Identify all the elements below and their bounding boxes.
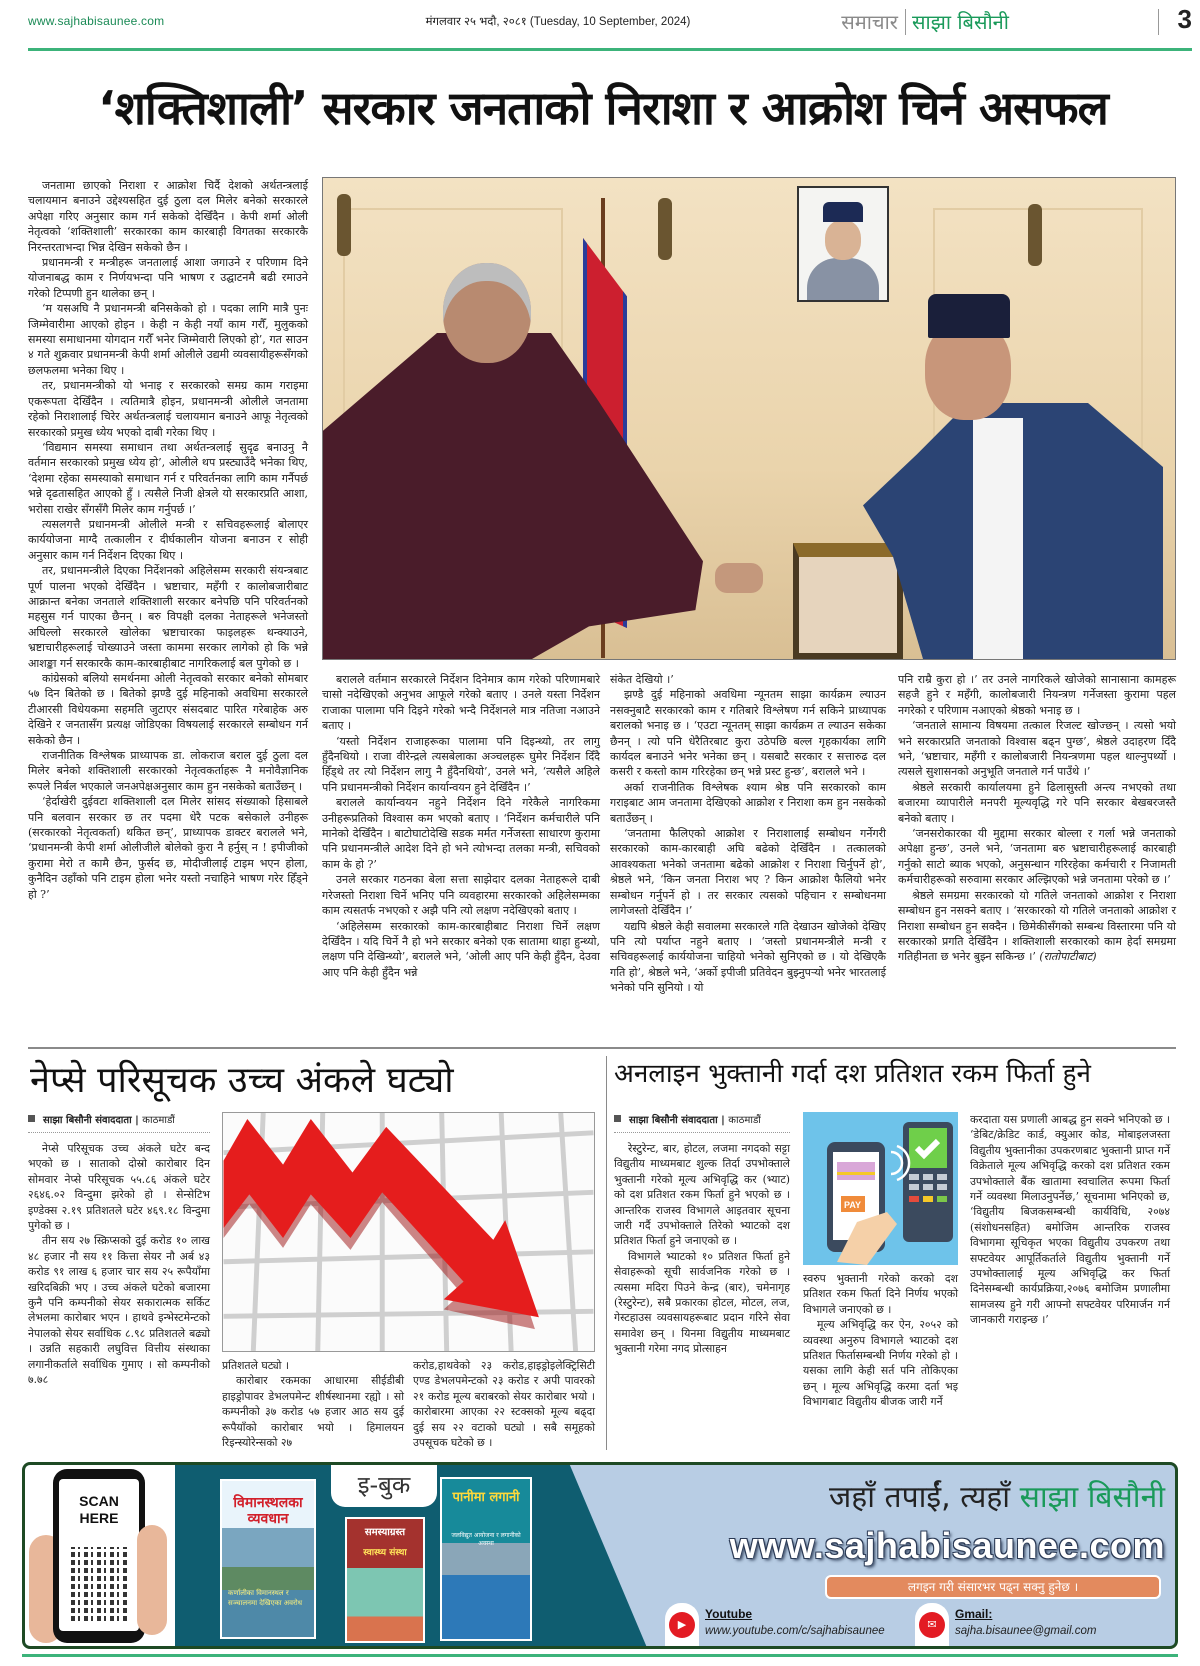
byline-location: काठमाडौं (142, 1115, 175, 1126)
paragraph: बराललेे वर्तमान सरकारले निर्देशन दिनेमात्र काम गरेको परिणामबारे चासो नदेखिएको अनुभव आफूले गरेको बताए । उनले यस्ता निर्देशन राजाका पालामा पनि दिइने गरेको भन्दै निर्देशनले मात्र नतिजा नआउने बताए । (322, 673, 600, 733)
nepse-column-3 (413, 1358, 595, 1450)
wall-lamp (658, 198, 672, 260)
hand (137, 1525, 167, 1635)
payment-headline: अनलाइन भुक्तानी गर्दा दश प्रतिशत रकम फिर्ता हुने (614, 1059, 1091, 1089)
paragraph: करदाता यस प्रणाली आबद्ध हुन सक्ने भनिएको छ । ‘डेबिट/क्रेडिट कार्ड, क्युआर कोड, मोबाइलजस्ता विद्युतीय भुक्तानीका उपकरणबाट भुक्तानी प्राप्त गर्ने विक्रेताले मूल्य अभिवृद्धि करको दश प्रतिशत रकम उपभोक्ताले बैंक खातामा स्वचालित रूपमा फिर्ता गर्ने व्यवस्था मिलाउनुपर्नेछ,’ सूचनामा भनिएको छ, ‘विद्युतीय बिजकसम्बन्धी कार्यविधि, २०७४ (संशोधनसहित) बमोजिम आन्तरिक राजस्व विभागमा सूचिकृत भएका विद्युतीय उपकरण तथा सफ्टवेयर आपूर्तिकर्ताले विद्युतीय भुक्तानी गर्ने उपभोक्तालाई मूल्य अभिवृद्धि कर फिर्ता दिनेसम्बन्धी कार्यप्रक्रिया,२०७६ बमोजिम प्रणालीमा सामजस्य हुने गरी आफ्नो सफ्टवेयर परिमार्जन गर्न जानकारी गराइन्छ ।’ (970, 1113, 1170, 1327)
paragraph: करोड,हाथवेको २३ करोड,हाइड्रोइलेक्ट्रिसिटी एण्ड डेभलपमेन्टको २३ करोड र अपी पावरको २१ करोड मूल्य बराबरको सेयर कारोबार भयो । कारोबारमा आएका २२ स्टक्सको मूल्य बढ्दा दुई सय २२ वटाको घट्यो । सबै समूहको उपसूचक घटेको छ । (413, 1359, 595, 1450)
ebook-subtitle: स्वास्थ्य संस्था (363, 1548, 407, 1558)
slogan (625, 1475, 1165, 1516)
mail-icon: ✉ (919, 1612, 945, 1638)
paragraph: संकेत देखियो ।’ (610, 673, 674, 686)
ebook-title: समस्याग्रस्त (364, 1527, 406, 1538)
paragraph: प्रधानमन्त्री र मन्त्रीहरू जनतालाई आशा जगाउने र परिणाम दिने योजनाबद्ध काम र निर्णयभन्दा पनि भाषण र उद्घाटनमै बढी रमाउने गरेको टिप्पणी हुन थालेका छन् । (28, 256, 308, 300)
paragraph: रेस्टुरेन्ट, बार, होटल, लजमा नगदको सट्टा विद्युतीय माध्यमबाट शुल्क तिर्दा उपभोक्ताले भुक्तानी गरेको मूल्य अभिवृद्धि कर (भ्याट) को दश प्रतिशत रकम फिर्ता हुने भएको छ । आन्तरिक राजस्व विभागले आइतवार सूचना जारी गर्दै उपभोक्ताले तिरेको भ्याटको दश प्रतिशत फिर्ता हुने जनाएको छ । (614, 1142, 790, 1248)
bullet-square-icon (614, 1115, 621, 1122)
payment-column-2 (803, 1271, 958, 1410)
page-header (28, 0, 1192, 40)
paragraph: उनले सरकार गठनका बेला सत्ता साझेदार दलका नेताहरूले दाबी गरेजस्तो निराशा चिर्ने भनिए पनि व्यवहारमा सरकारको अहिलेसम्मका काम त्यसतर्फ नभएको र अझै पनि त्यो लक्षण नदेखिएको बताए । (322, 873, 600, 918)
paragraph: मूल्य अभिवृद्धि कर ऐन, २०५२ को व्यवस्था अनुरुप विभागले भ्याटको दश प्रतिशत फिर्तासम्बन्धी निर्णय गरेको हो । यसका लागि केही सर्त पनि तोकिएका छन् । मूल्य अभिवृद्धि करमा दर्ता भइ विभागबाट विद्युतीय बीजक जारी गर्ने (803, 1318, 958, 1409)
paragraph: ‘विद्यमान समस्या समाधान तथा अर्थतन्त्रलाई सुदृढ बनाउनु नै वर्तमान सरकारको प्रमुख ध्येय हो’, ओलीले थप प्रस्ट्याउँदै भनेका थिए, ‘देशमा रहेका समस्याको समाधान गर्न र परिवर्तनका लागि काम गर्नैपर्छ भन्ने दृढतासहित आएको हुँ । त्यसैले निजी क्षेत्रले यो सरकारप्रति आशा, भरोसा राखेर सँगसँगै मिलेर काम गर्नुपर्छ ।’ (28, 440, 308, 516)
handshake (715, 563, 763, 593)
issue-date: मंगलवार २५ भदौ, २०८१ (Tuesday, 10 September, 2024) (425, 16, 691, 28)
main-story-column-2 (322, 672, 600, 980)
paragraph: अर्का राजनीतिक विश्लेषक श्याम श्रेष्ठ पनि सरकारको काम गराइबाट आम जनतामा देखिएको आक्रोश र निराशा कम हुन नसकेको बताउँछन् । (610, 780, 886, 825)
ebook-title: विमानस्थलका व्यवधान (233, 1495, 303, 1528)
ebook-label: इ-बुक (331, 1465, 437, 1507)
column-separator (606, 1056, 607, 1450)
nepse-headline: नेप्से परिसूचक उच्च अंकले घट्यो (30, 1060, 454, 1101)
dhaka-topi (928, 294, 1010, 338)
header-rule (28, 48, 1192, 51)
pay-label: PAY (844, 1200, 862, 1210)
paragraph: ‘जनताले सामान्य विषयमा तत्काल रिजल्ट खोज्छन् । त्यसो भयो भने सरकारप्रति जनताको विश्वास बढ्न पुग्छ’, श्रेष्ठले उदाहरण दिँदै भने, ‘भ्रष्टाचार, महँगी र कालोबजारी नियन्त्रणमा पहल थाल्नुपर्थ्यो । त्यसले सुशासनको अनुभूति जनताले गर्न पाउँथे ।’ (898, 719, 1176, 779)
paragraph: तर, प्रधानमन्त्रीले दिएका निर्देशनको अहिलेसम्म सरकारी संयन्त्रबाट पूर्ण पालना भएको देखिँदैन । भ्रष्टाचार, महँगी र कालोबजारीबाट आक्रान्त बनेका जनताले शक्तिशाली सरकार बनेपछि पनि परिवर्तनको महसुस गर्न पाएका छैनन् । बरु विपक्षी दलका नेताहरूले भनेजस्तो अघिल्लो सरकारले खोलेका भ्रष्टाचारका फाइलहरू थन्क्याउने, भ्रष्टाचारीहरूलाई चोख्याउने जस्ता काममा सरकार लागेको हो कि भन्ने आशङ्का गर्न सरकारकै काम-कारबाहीबाट नागरिकलाई बल पुगेको छ । (28, 564, 308, 670)
main-story-column-1 (28, 178, 308, 902)
paragraph: बरालले कार्यान्वयन नहुने निर्देशन दिने गरेकैले नागरिकमा उनीहरूप्रतिको विश्वास कम भएको बताए । ‘निर्देशन कर्मचारीले पनि मानेको देखिँदैन । बाटोघाटोदेखि सडक मर्मत गर्नेजस्ता साधारण कुरामा पनि प्रधानमन्त्रीले आदेश दिने हो भने त्योभन्दा तलका मन्त्री, सचिवको काम के हो ?’ (322, 796, 600, 871)
portrait-frame (797, 186, 889, 302)
scan-panel (25, 1465, 175, 1646)
gmail-contact[interactable] (915, 1603, 1165, 1646)
paragraph: त्यसलगत्तै प्रधानमन्त्री ओलीले मन्त्री र सचिवहरूलाई बोलाएर कार्ययोजना माग्दै तत्कालीन र दीर्घकालीन योजना बनाउन र सोही अनुसार काम गर्न निर्देशन दिएका थिए । (28, 517, 308, 562)
byline-author: साझा बिसौनी संवाददाता (43, 1115, 132, 1126)
header-divider (1158, 9, 1159, 35)
youtube-icon: ▶ (669, 1612, 695, 1638)
ebook-cover[interactable] (220, 1479, 316, 1639)
banner-url-link[interactable]: www.sajhabisaunee.com (729, 1525, 1165, 1566)
ebook-subtitle: जलविद्युत आयोजना र लगानीको अवस्था (451, 1532, 521, 1547)
wall-lamp (337, 194, 351, 256)
login-prompt[interactable]: लगइन गरी संसारभर पढ्न सक्नु हुनेछ । (825, 1575, 1161, 1599)
falling-arrow-chart-image (222, 1112, 595, 1352)
youtube-url[interactable]: www.youtube.com/c/sajhabisaunee (705, 1625, 885, 1637)
ebook-cover[interactable] (440, 1477, 532, 1641)
main-story-column-4 (898, 672, 1176, 965)
chair (793, 543, 903, 659)
paragraph: प्रतिशतले घट्यो । (222, 1359, 290, 1372)
payment-illustration (803, 1112, 958, 1265)
news-photo (322, 177, 1176, 660)
paragraph: यद्यपि श्रेष्ठले केही सवालमा सरकारले गति देखाउन खोजेको देखिए पनि त्यो पर्याप्त नहुने बताए । ‘जस्तो प्रधानमन्त्रीले मन्त्री र सचिवहरूलाई कार्ययोजना चाहियो भनेको सुनिएको छ । यो देखिएकै गति हो’, श्रेष्ठले भने, ‘अर्को इपीजी प्रतिवेदन बुझ्नुपऱ्यो भनेर भारतलाई भनेको पनि सुनियो । यो (610, 919, 886, 995)
wall-lamp (1028, 204, 1042, 266)
paragraph: झण्डै दुई महिनाको अवधिमा न्यूनतम साझा कार्यक्रम ल्याउन नसक्नुबाटै सरकारको काम र गतिबारे विश्लेषण गर्न सकिने प्राध्यापक बरालको भनाइ छ । ‘एउटा न्यूनतम् साझा कार्यक्रम त ल्याउन सकेका छैनन् । त्यो पनि धेरैतिरबाट कुरा उठेपछि बल्ल गृहकार्यका लागि कार्यदल बनाउने भनेर भनेका छन् । यसबाटै सरकार र सत्तारुढ दल कसरी र कस्तो काम गरिरहेका छन् भन्ने प्रस्ट हुन्छ’, बरालले भने । (610, 688, 886, 779)
slogan-text: जहाँ तपाईं, त्यहाँ (829, 1480, 1011, 1515)
paragraph: ‘यस्तो निर्देशन राजाहरूका पालामा पनि दिइन्थ्यो, तर लागु हुँदैनथियो । राजा वीरेन्द्रले त्यसबेलाका अञ्चलहरू घुमेर निर्देशन दिँदै हिँड्थे तर त्यो निर्देशन लागु नै हुँदैनथियो’, उनले भने, ‘त्यसैले अहिले पनि प्रधानमन्त्रीको निर्देशन कार्यान्वयन हुने देखिँदैन ।’ (322, 734, 600, 794)
paragraph: ‘हेर्दाखेरी दुईवटा शक्तिशाली दल मिलेर सांसद संख्याको हिसाबले पनि बलवान सरकार छ तर पदमा धेरै पटक बसेकाले उनीहरू (सरकारको नेतृत्वकर्ता) थकित छन्’, प्राध्यापक डाक्टर बरालले भने, ‘प्रधानमन्त्री केपी शर्मा ओलीजीले बोलेको कुरा नै हर्नुस् न ! इपीजीको कुरामा मेरो त कामै छैन, फुर्सद छ, मोदीजीलाई टाइम भएन होला, कुनैदिन उहाँको पनि टाइम होला भनेर यस्तो नचाहिने भाषण गरेर हिँड्ने हो ?’ (28, 795, 308, 901)
paragraph: कारोबार रकमका आधारमा सीईडीबी हाइड्रोपावर डेभलपमेन्ट शीर्षस्थानमा रह्यो । सो कम्पनीको ३७ करोड ५७ हजार आठ सय दुई रूपैयाँको कारोबार भयो । हिमालयन रिइन्स्योरेन्सको २७ (222, 1374, 404, 1450)
paragraph: राजनीतिक विश्लेषक प्राध्यापक डा. लोकराज बराल दुई ठुला दल मिलेर बनेको शक्तिशाली सरकारको नेतृत्वकर्ताहरू नै मनोवैज्ञानिक रूपले निर्बल भएकाले जनअपेक्षअनुसार काम हुन नसकेको बताउँछन् । (28, 749, 308, 793)
person-left-head (443, 263, 531, 363)
paragraph: ‘जनसरोकारका यी मुद्दामा सरकार बोल्ला र गर्ला भन्ने जनताको अपेक्षा हुन्छ’, उनले भने, ‘जनतामा बरु भ्रष्टाचारीहरूलाई कारबाही गर्नुको साटो ब्याक भएको, अनुसन्धान गरिरहेका कर्मचारी र निजामती कर्मचारीहरूको सरुवामा सरकार अल्झिएको भन्ने जनतामा परेको छ ।’ (898, 827, 1176, 887)
down-arrow-graphic (223, 1113, 594, 1351)
payment-column-3 (970, 1112, 1170, 1328)
promo-banner[interactable] (22, 1462, 1178, 1649)
slogan-brand: साझा बिसौनी (1019, 1480, 1165, 1515)
main-story-column-3 (610, 672, 886, 996)
section-label: समाचार (841, 10, 898, 34)
bullet-square-icon (28, 1115, 35, 1122)
payment-column-1 (614, 1141, 790, 1357)
youtube-contact[interactable] (665, 1603, 895, 1646)
website-link[interactable]: www.sajhabisaunee.com (28, 14, 165, 28)
byline-author: साझा बिसौनी संवाददाता (629, 1115, 718, 1126)
paragraph: ‘जनतामा फैलिएको आक्रोश र निराशालाई सम्बोधन गर्नेगरी सरकारको काम-कारबाही अघि बढेको देखिँदैन । तत्कालको आवश्यकता भनेको जनतामा बढेको आक्रोश र निराशा चिर्नुपर्ने हो’, श्रेष्ठले भने, ‘किन जनता निराश भए ? किन आक्रोश फैलियो भनेर सम्बोधन गर्नुपर्ने हो । तर सरकार त्यसको पहिचान र सम्बोधनमा लागेजस्तो देखिँदैन ।’ (610, 827, 886, 918)
ebook-title: पानीमा लगानी (452, 1490, 520, 1505)
scan-here-label: SCAN HERE (79, 1493, 119, 1526)
brand-name: साझा बिसौनी (912, 10, 1009, 34)
footer-rule (22, 1654, 1178, 1657)
paragraph: जनतामा छाएको निराशा र आक्रोश चिर्दै देशको अर्थतन्त्रलाई चलायमान बनाउने उद्देश्यसहित दुई ठुला दल मिलेर बनेको सरकारले अपेक्षा गरिए अनुसार काम गर्न सकेको देखिँदैन । केपी शर्मा ओली नेतृत्वको ‘शक्तिशाली’ सरकारका काम कारबाही विगतका सरकारकै निरन्तरताभन्दा भिन्न देखिन सकेको छैन । (28, 179, 308, 254)
mobile-payment-image (803, 1112, 958, 1265)
paragraph: नेप्से परिसूचक उच्च अंकले घटेर बन्द भएको छ । साताको दोस्रो कारोबार दिन सोमवार नेप्से परिसूचक ५५.८६ अंकले घटेर २६४६.०२ विन्दुमा झरेको हो । सेन्सेटिभ इण्डेक्स २.१९ प्रतिशतले घटेर ४६९.१८ विन्दुमा पुगेको छ । (28, 1142, 210, 1233)
nepse-column-1 (28, 1141, 210, 1388)
section-divider (28, 1047, 1176, 1049)
byline-location: काठमाडौं (728, 1115, 761, 1126)
source-credit: (रातोपाटीबाट) (1035, 950, 1097, 964)
paragraph: स्वरुप भुक्तानी गरेको करको दश प्रतिशत रकम फिर्ता दिने निर्णय भएको विभागले जनाएको छ । (803, 1272, 958, 1316)
nepse-byline: साझा बिसौनी संवाददाता | काठमाडौं (28, 1112, 210, 1133)
main-headline: ‘शक्तिशाली’ सरकार जनताको निराशा र आक्रोश चिर्न असफल (98, 81, 1108, 135)
payment-byline: साझा बिसौनी संवाददाता | काठमाडौं (614, 1112, 790, 1133)
qr-code-icon[interactable] (71, 1547, 127, 1621)
paragraph: श्रेष्ठले समग्रमा सरकारको यो गतिले जनताको आक्रोश र निराशा सम्बोधन हुन नसक्ने बताए । ‘सरकारको यो गतिले जनताको आक्रोश र निराशा सम्बोधन हुन सक्दैन । छिमेकीसँगको सम्बन्ध विस्तारमा पनि यो सरकारको प्रगति देखिँदैन । शक्तिशाली सरकारको काम हेर्दा समग्रमा गतिहीनता छ भनेर बुझ्न सकिन्छ ।’ (रातोपाटीबाट) (898, 888, 1176, 964)
paragraph: तर, प्रधानमन्त्रीको यो भनाइ र सरकारको समग्र काम गराइमा एकरूपता देखिँदैन । त्यतिमात्रै होइन, प्रधानमन्त्री ओलीले जनतामा रहेको निराशालाई चिरेर अर्थतन्त्रलाई चलायमान बनाउने आफू नेतृत्वको सरकारको प्रमुख ध्येय भएको दाबी गरेका थिए । (28, 379, 308, 439)
paragraph: ‘म यसअघि नै प्रधानमन्त्री बनिसकेको हो । पदका लागि मात्रै पुनः जिम्मेवारीमा आएको होइन । केही न केही नयाँ काम गरौँ, मुलुकको समस्या समाधानमा योगदान गरौँ भनेर जिम्मेवारी लिएको हो’, गत साउन ४ गते शुक्रवार प्रधानमन्त्री केपी शर्मा ओलीले उद्यमी व्यवसायीहरूसँगको छलफलमा भनेका थिए । (28, 302, 308, 377)
gmail-address[interactable]: sajha.bisaunee@gmail.com (955, 1625, 1097, 1637)
paragraph: विभागले भ्याटको १० प्रतिशत फिर्ता हुने सेवाहरूको सूची सार्वजनिक गरेको छ । त्यसमा मदिरा पिउने केन्द्र (बार), चमेनागृह (रेस्टुरेन्ट), सबै प्रकारका होटल, मोटल, लज, गेस्टहाउस व्यवसायहरूबाट प्रदान गरिने सेवा समावेश छन् । यिनमा विद्युतीय माध्यमबाट भुक्तानी गरेमा नगद प्रोत्साहन (614, 1249, 790, 1356)
gmail-label: Gmail: (955, 1607, 993, 1621)
paragraph: ‘अहिलेसम्म सरकारको काम-कारबाहीबाट निराशा चिर्ने लक्षण देखिँदैन । यदि चिर्ने नै हो भने सरकार बनेको एक सातामा थाहा हुन्थ्यो, लक्षण पनि देखिन्थ्यो’, बरालले भने, ‘ओली आए पनि केही हुँदैन, देउवा आए पनि केही हुँदैन भन्ने (322, 919, 600, 979)
ebook-subtitle: कर्णालीका विमानस्थल र सञ्चालनमा देखिएका अवरोध (228, 1589, 303, 1607)
phone-graphic (53, 1469, 145, 1643)
ebook-cover[interactable] (345, 1517, 425, 1643)
paragraph: श्रेष्ठले सरकारी कार्यालयमा हुने ढिलासुस्ती अन्त्य नभएको तथा बजारमा व्यापारीले मनपरी मूल्यवृद्धि गरे पनि सरकार बेखबरजस्तै बनेको बताए । (898, 780, 1176, 825)
youtube-label: Youtube (705, 1607, 753, 1621)
header-divider (905, 9, 906, 35)
paragraph: तीन सय २७ स्क्रिप्सको दुई करोड १० लाख ४८ हजार नौ सय ११ कित्ता सेयर नौ अर्ब ४३ करोड ९१ लाख ६ हजार चार सय २५ रूपैयाँमा खरिदबिक्री भए । उच्च अंकले घटेको बजारमा कुनै पनि कम्पनीको सेयर सकारात्मक सर्किट लेभलमा कारोबार भएन । हाथवे इन्भेस्टमेन्टको नेपालको सेयर सर्वाधिक ८.९८ प्रतिशतले बढ्यो । उन्नति सहकारी लघुवित्त वित्तीय संस्थाका लगानीकर्ताले सर्वाधिक गुमाए । सो कम्पनीको ७.७८ (28, 1234, 210, 1387)
person-right-shirt (973, 418, 1023, 659)
paragraph: पनि राम्रै कुरा हो ।’ तर उनले नागरिकले खोजेको सानासाना कामहरू सहजै हुने र महँगी, कालोबजारी नियन्त्रण गर्नेजस्ता कुरामा पहल नगरेको र परिणाम नआएको श्रेष्ठको भनाइ छ । (898, 673, 1176, 717)
paragraph: कांग्रेसको बलियो समर्थनमा ओली नेतृत्वको सरकार बनेको सोमबार ५७ दिन बितेको छ । बितेको झण्डै दुई महिनाको अवधिमा सरकारले टीआरसी विधेयकमा सहमति जुटाएर संसदबाट पारित गरेबाहेक अरु देखिने र जनतासँग प्रत्यक्ष जोडिएका विषयलाई सरकारले सम्बोधन गर्न सकेको छैन । (28, 672, 308, 747)
nepse-column-2 (222, 1358, 404, 1450)
page-number: 3 (1177, 4, 1192, 34)
